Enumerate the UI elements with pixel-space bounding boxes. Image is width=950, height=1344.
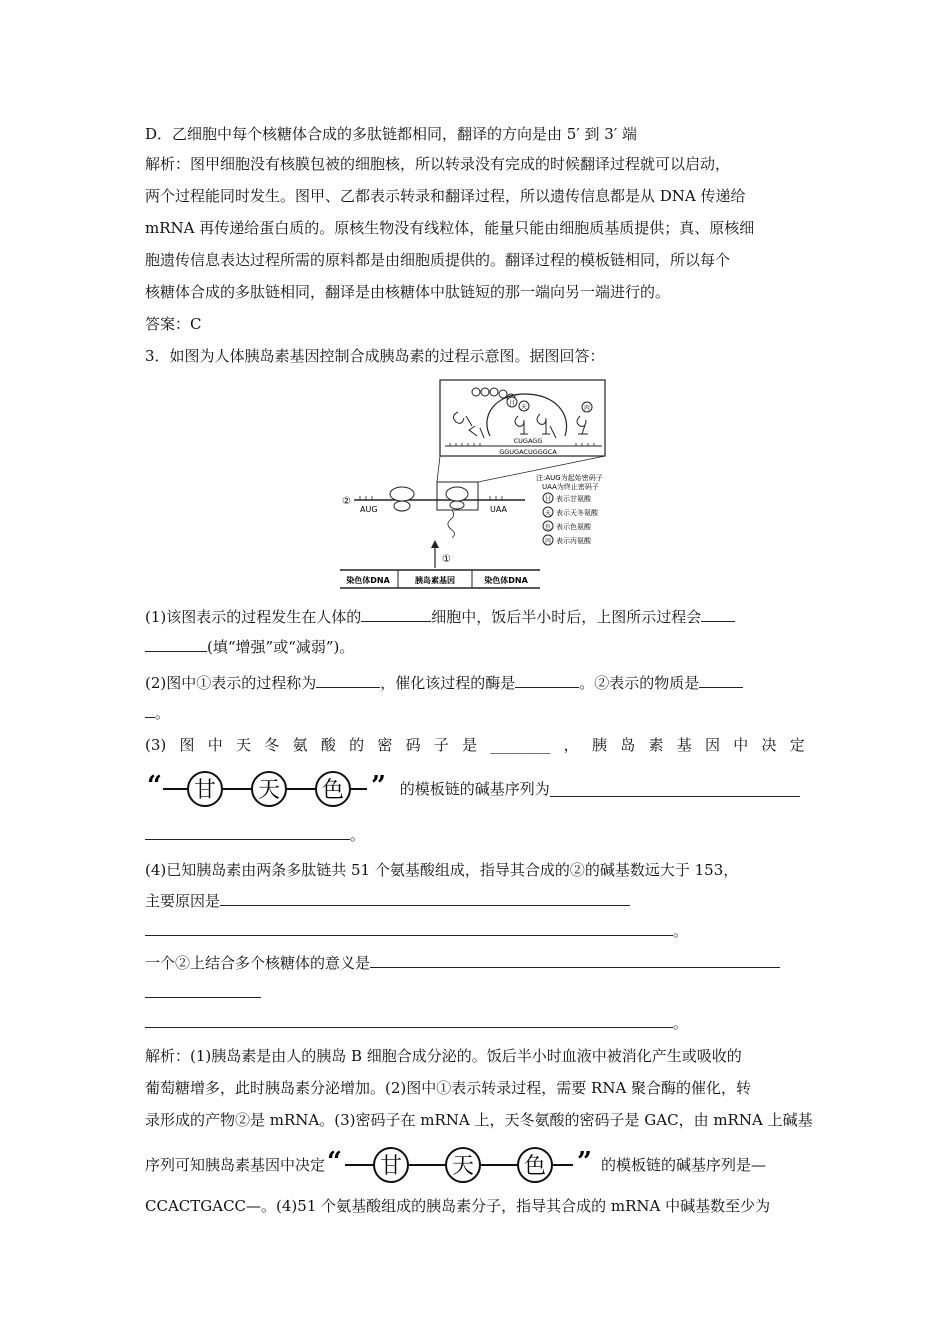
question-3-stem: 3．如图为人体胰岛素基因控制合成胰岛素的过程示意图。据图回答： [145,347,605,365]
q3-blank-1[interactable]: ________ [490,736,551,754]
svg-text:“: “ [147,771,162,801]
svg-text:天: 天 [452,1154,475,1179]
svg-text:表示甘氨酸: 表示甘氨酸 [556,495,591,503]
q1-line-1: (1)该图表示的过程发生在人体的 细胞中，饭后半小时后，上图所示过程会 [145,606,735,627]
q2-blank-3-cont[interactable] [145,702,155,718]
svg-text:色: 色 [544,524,552,531]
svg-text:丙: 丙 [544,538,552,545]
aa-ala-text: 丙 [583,405,591,412]
q2-blank-3[interactable] [699,672,743,688]
q4-blank-1-cont[interactable] [145,920,673,936]
svg-text:表示丙氨酸: 表示丙氨酸 [556,537,591,545]
q1-blank-2[interactable] [701,606,735,622]
zoom-line-left [437,456,440,482]
q4-blank-2-cont[interactable] [145,982,261,998]
mrna-sequence: GGUGACUGGGCA [499,448,557,456]
q4-line-5 [145,982,261,1003]
q2-line-1: (2)图中①表示的过程称为 ，催化该过程的酶是 。②表示的物质是 [145,672,743,693]
mrna-label: ② [342,496,351,507]
svg-text:表示色氨酸: 表示色氨酸 [556,523,591,531]
aa-gly-text: 甘 [508,400,516,407]
q3-blank-2-cont[interactable] [145,824,350,840]
q4-line-1: (4)已知胰岛素由两条多肽链共 51 个氨基酸组成，指导其合成的②的碱基数远大于 153， [145,861,739,879]
svg-text:表示天冬氨酸: 表示天冬氨酸 [556,509,598,517]
answer: 答案：C [145,315,202,333]
ribosome-1 [390,487,414,501]
q1-blank-2-cont[interactable] [145,636,207,652]
analysis3-line-4: 序列可知胰岛素基因中决定 “ 甘 天 色 ” 的模板链的碱基序列是— [145,1144,766,1188]
analysis-line-1: 解析：图甲细胞没有核膜包被的细胞核，所以转录没有完成的时候翻译过程就可以启动， [145,155,731,173]
q4-line-6: 。 [145,1012,688,1033]
growing-peptide [448,510,455,538]
q1-blank-1[interactable] [361,606,431,622]
transcription-label: ① [442,554,451,565]
start-codon: AUG [360,505,378,514]
q2-blank-1[interactable] [316,672,380,688]
option-d: D．乙细胞中每个核糖体合成的多肽链都相同，翻译的方向是由 5′ 到 3′ 端 [145,125,638,143]
q4-blank-2[interactable] [370,952,780,968]
analysis-line-5: 核糖体合成的多肽链相同，翻译是由核糖体中肽链短的那一端向另一端进行的。 [145,283,671,301]
svg-text:甘: 甘 [380,1154,403,1179]
trna-group [453,412,588,438]
aa-asp-text: 天 [520,404,528,411]
analysis3-line-2: 葡萄糖增多，此时胰岛素分泌增加。(2)图中①表示转录过程，需要 RNA 聚合酶的催化，转 [145,1079,752,1097]
svg-text:“: “ [327,1147,342,1177]
amino-acid-chain-figure-2 [325,1144,601,1186]
q3-line-3: 。 [145,824,365,845]
q4-blank-2-cont2[interactable] [145,1012,673,1028]
legend-note-2: UAA为终止密码子 [542,483,599,491]
q2-blank-2[interactable] [515,672,579,688]
analysis-line-4: 胞遗传信息表达过程所需的原料都是由细胞质提供的。翻译过程的模板链相同，所以每个 [145,251,731,269]
q4-blank-1[interactable] [220,890,630,906]
analysis3-line-3: 录形成的产物②是 mRNA。(3)密码子在 mRNA 上，天冬氨酸的密码子是 GAC，由 mRNA 上碱基 [145,1111,813,1129]
analysis-line-3: mRNA 再传递给蛋白质的。原核生物没有线粒体，能量只能由细胞质基质提供；真、原核细 [145,219,755,237]
svg-text:天: 天 [544,510,552,517]
q1-line-2: (填“增强”或“减弱”)。 [145,636,354,657]
q3-line-2: “ 甘 天 色 ” 的模板链的碱基序列为 [145,768,800,812]
svg-text:甘: 甘 [193,778,217,803]
q4-line-3: 。 [145,920,688,941]
svg-text:色: 色 [321,778,345,803]
legend-note-1: 注:AUG为起始密码子 [536,474,603,482]
legend-items [543,493,599,545]
q2-line-2: 。 [145,702,170,723]
q3-line-1: (3) 图 中 天 冬 氨 酸 的 密 码 子 是 ________ ， 胰 岛 素 基 因 中 决 定 [145,736,805,754]
analysis3-line-5: CCACTGACC—。(4)51 个氨基酸组成的胰岛素分子，指导其合成的 mRNA 中碱基数至少为 [145,1197,771,1215]
dna-label-right: 染色体DNA [484,576,528,585]
codon-sequence: CUGAGG [513,437,543,445]
svg-text:”: ” [371,771,386,801]
analysis3-line-1: 解析：(1)胰岛素是由人的胰岛 B 细胞合成分泌的。饭后半小时血液中被消化产生或吸收的 [145,1047,742,1065]
dna-label-left: 染色体DNA [346,576,390,585]
stop-codon: UAA [490,505,508,514]
ribosome-outline [487,394,567,436]
svg-text:色: 色 [524,1154,547,1179]
q3-blank-2[interactable] [550,781,800,797]
svg-text:天: 天 [257,778,281,803]
svg-text:甘: 甘 [544,496,552,503]
ribosome-2 [446,487,468,501]
dna-label-gene: 胰岛素基因 [415,576,455,585]
analysis-line-2: 两个过程能同时发生。图甲、乙都表示转录和翻译过程，所以遗传信息都是从 DNA 传递给 [145,187,746,205]
q4-line-2: 主要原因是 [145,890,630,911]
amino-acid-chain-figure [145,768,395,810]
svg-text:”: ” [577,1147,592,1177]
insulin-synthesis-diagram [340,376,630,591]
q4-line-4: 一个②上结合多个核糖体的意义是 [145,952,780,973]
